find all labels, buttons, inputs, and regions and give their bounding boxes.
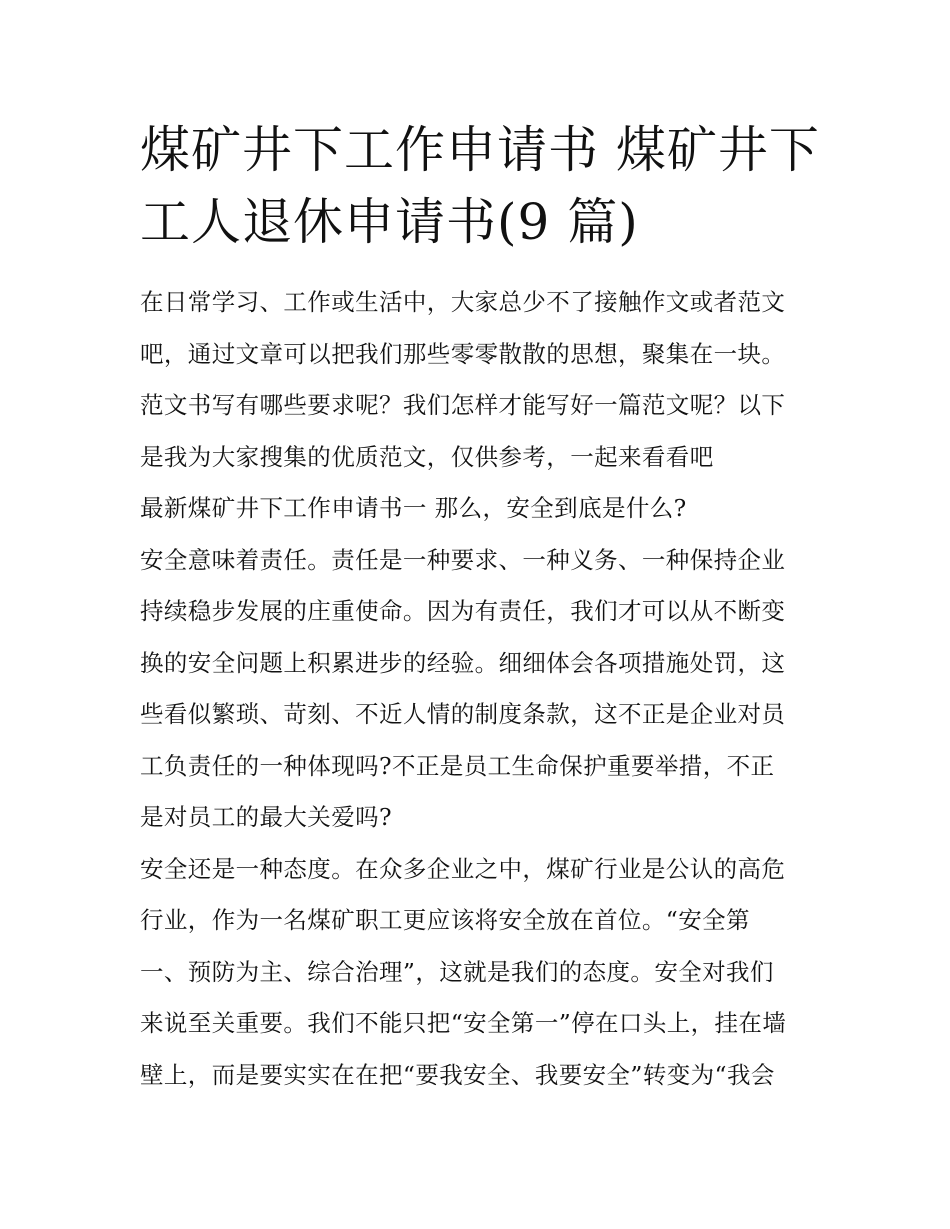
- body-line: 来说至关重要。我们不能只把“安全第一”停在口头上，挂在墙: [140, 1009, 787, 1037]
- title-line: 煤矿井下工作申请书 煤矿井下: [140, 121, 820, 179]
- title-line: 工人退休申请书(9 篇): [140, 193, 639, 251]
- document-body: [140, 282, 820, 1106]
- body-line: 安全还是一种态度。在众多企业之中，煤矿行业是公认的高危: [140, 854, 786, 883]
- body-line: 范文书写有哪些要求呢？我们怎样才能写好一篇范文呢？以下: [140, 391, 786, 419]
- body-line: 壁上，而是要实实在在把“要我安全、我要安全”转变为“我会: [140, 1060, 775, 1089]
- body-line: 安全意味着责任。责任是一种要求、一种义务、一种保持企业: [140, 545, 786, 574]
- body-line: 在日常学习、工作或生活中，大家总少不了接触作文或者范文: [140, 288, 786, 316]
- body-line: 吧，通过文章可以把我们那些零零散散的思想，聚集在一块。: [140, 339, 786, 368]
- body-line: 工负责任的一种体现吗?不正是员工生命保护重要举措，不正: [140, 751, 775, 780]
- body-line: 是对员工的最大关爱吗?: [140, 803, 392, 831]
- body-line: 是我为大家搜集的优质范文，仅供参考，一起来看看吧: [140, 442, 714, 471]
- body-line: 一、预防为主、综合治理”，这就是我们的态度。安全对我们: [140, 957, 774, 986]
- body-line: 持续稳步发展的庄重使命。因为有责任，我们才可以从不断变: [140, 597, 786, 625]
- body-line: 些看似繁琐、苛刻、不近人情的制度条款，这不正是企业对员: [140, 700, 786, 728]
- body-line: 最新煤矿井下工作申请书一 那么，安全到底是什么?: [140, 494, 687, 522]
- body-line: 换的安全问题上积累进步的经验。细细体会各项措施处罚，这: [140, 648, 786, 677]
- body-line: 行业，作为一名煤矿职工更应该将安全放在首位。“安全第: [140, 906, 750, 934]
- document-title: [140, 114, 820, 258]
